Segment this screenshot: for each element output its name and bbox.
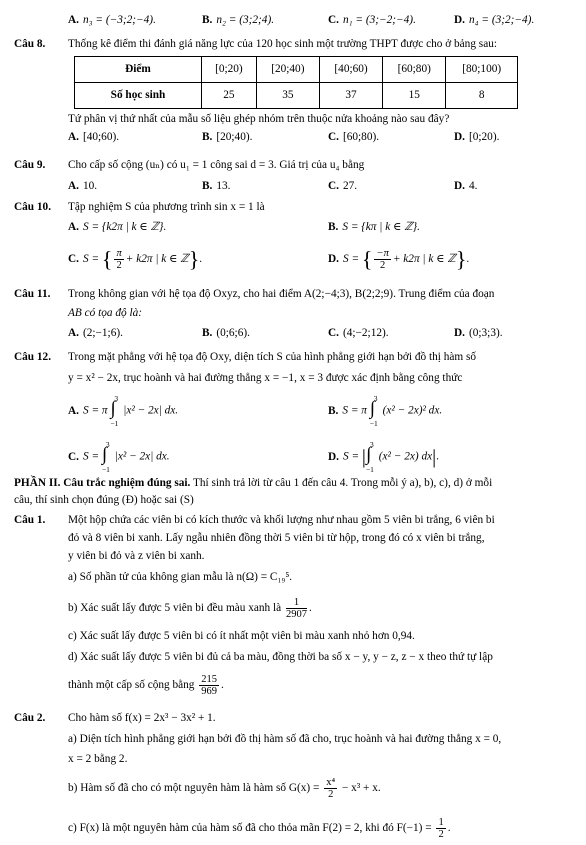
question-12-option-a: A. S = π 3 ∫ −1 |x² − 2x| dx. bbox=[68, 394, 179, 428]
table-cell: [0;20) bbox=[202, 57, 257, 83]
question-12-option-d: D. S = | 3 ∫ −1 (x² − 2x) dx|. bbox=[328, 440, 439, 474]
question-8-text: Thống kê điểm thi đánh giá năng lực của 120 học sinh một trường THPT được cho ở bảng sau: bbox=[68, 38, 497, 50]
question-8-option-a: A. [40;60). bbox=[68, 131, 120, 143]
integral-sign: 3 ∫ −1 bbox=[101, 440, 110, 474]
question-10-option-c: C. S = { $\frac{\pi}{2}$ + k2π | k ∈ ℤ}. bbox=[68, 246, 203, 272]
part2-question-1-number: Câu 1. bbox=[14, 514, 46, 526]
question-8-option-d: D. [0;20). bbox=[454, 131, 500, 143]
question-9-option-c: C. 27. bbox=[328, 180, 358, 192]
table-cell: 25 bbox=[202, 83, 257, 109]
question-10-option-a: A. S = {k2π | k ∈ ℤ}. bbox=[68, 221, 167, 233]
question-9-option-d: D. 4. bbox=[454, 180, 478, 192]
question-10-option-d: D. S = { $\frac{-\pi}{2}$ + k2π | k ∈ ℤ}. bbox=[328, 246, 470, 272]
prev-option-b: B. n₂ = (3;2;4). bbox=[202, 14, 275, 26]
statement-1a: a) Số phần tử của không gian mẫu là n(Ω) = C₁₉⁵. bbox=[68, 571, 293, 583]
part2-question-2-text: Cho hàm số f(x) = 2x³ − 3x² + 1. bbox=[68, 712, 216, 724]
table-cell: [60;80) bbox=[383, 57, 446, 83]
part-2-intro: câu, thí sinh chọn đúng (Đ) hoặc sai (S) bbox=[14, 494, 194, 506]
question-8-subtext: Tứ phân vị thứ nhất của mẫu số liệu ghép nhóm trên thuộc nửa khoảng nào sau đây? bbox=[68, 113, 450, 125]
question-11-option-b: B. (0;6;6). bbox=[202, 327, 250, 339]
statement-1c: c) Xác suất lấy được 5 viên bi có ít nhất một viên bi màu xanh nhỏ hơn 0,94. bbox=[68, 630, 415, 642]
question-11-text: Trong không gian với hệ tọa độ Oxyz, cho hai điểm A(2;−4;3), B(2;2;9). Trung điểm của đoạn bbox=[68, 288, 495, 300]
question-9-option-a: A. 10. bbox=[68, 180, 98, 192]
table-cell: 35 bbox=[256, 83, 319, 109]
integral-sign: 3 ∫ −1 bbox=[365, 440, 374, 474]
score-table bbox=[74, 56, 518, 109]
table-cell: [40;60) bbox=[319, 57, 382, 83]
question-11-option-d: D. (0;3;3). bbox=[454, 327, 503, 339]
integral-sign: 3 ∫ −1 bbox=[110, 394, 119, 428]
part2-question-1-line-1: Một hộp chứa các viên bi có kích thước và khối lượng như nhau gồm 5 viên bi trắng, 6 viên bi bbox=[68, 514, 495, 526]
part2-question-2-number: Câu 2. bbox=[14, 712, 46, 724]
table-header-cell: Số học sinh bbox=[75, 83, 202, 109]
part-2-heading: PHẦN II. Câu trắc nghiệm đúng sai. Thí sinh trả lời từ câu 1 đến câu 4. Trong mỗi ý a), b), c), d) ở mỗi bbox=[14, 477, 493, 489]
fraction: $\frac{\text{x⁴}}{2}$ bbox=[326, 777, 336, 801]
question-11-text-2: AB có tọa độ là: bbox=[68, 307, 143, 319]
question-9-text: Cho cấp số cộng (uₙ) có u₁ = 1 công sai d = 3. Giá trị của u₄ bằng bbox=[68, 159, 365, 171]
table-cell: [20;40) bbox=[256, 57, 319, 83]
table-row bbox=[75, 57, 518, 83]
table-cell: 37 bbox=[319, 83, 382, 109]
prev-option-d: D. n₄ = (3;2;−4). bbox=[454, 14, 535, 26]
statement-2b: b) Hàm số đã cho có một nguyên hàm là hàm số G(x) = $\frac{\text{x⁴}}{2}$ − x³ + x. bbox=[68, 777, 381, 801]
question-11-number: Câu 11. bbox=[14, 288, 51, 300]
question-10-option-b: B. S = {kπ | k ∈ ℤ}. bbox=[328, 221, 421, 233]
table-cell: [80;100) bbox=[446, 57, 518, 83]
question-12-text-2: y = x² − 2x, trục hoành và hai đường thẳng x = −1, x = 3 được xác định bằng công thức bbox=[68, 372, 463, 384]
question-8-option-c: C. [60;80). bbox=[328, 131, 380, 143]
question-10-number: Câu 10. bbox=[14, 201, 52, 213]
prev-option-c: C. n₁ = (3;−2;−4). bbox=[328, 14, 416, 26]
question-11-option-c: C. (4;−2;12). bbox=[328, 327, 389, 339]
statement-2a-line-2: x = 2 bằng 2. bbox=[68, 753, 128, 765]
question-10-text: Tập nghiệm S của phương trình sin x = 1 là bbox=[68, 201, 265, 213]
statement-1d-line-1: d) Xác suất lấy được 5 viên bi đủ cả ba màu, đồng thời ba số x − y, y − z, z − x theo thứ tự lập bbox=[68, 651, 493, 663]
question-12-text: Trong mặt phẳng với hệ tọa độ Oxy, diện tích S của hình phẳng giới hạn bởi đồ thị hàm số bbox=[68, 351, 477, 363]
prev-option-a: A. n₃ = (−3;2;−4). bbox=[68, 14, 156, 26]
table-header-cell: Điểm bbox=[75, 57, 202, 83]
statement-2a-line-1: a) Diện tích hình phẳng giới hạn bởi đồ thị hàm số đã cho, trục hoành và hai đường thẳng x = 0, bbox=[68, 733, 502, 745]
question-12-option-c: C. S = 3 ∫ −1 |x² − 2x| dx. bbox=[68, 440, 170, 474]
part2-question-1-line-2: đỏ và 8 viên bi xanh. Lấy ngẫu nhiên đồng thời 5 viên bi từ hộp, trong đó có x viên bi trắng, bbox=[68, 532, 485, 544]
fraction: $\frac{1}{2}$ bbox=[438, 817, 444, 841]
question-8-number: Câu 8. bbox=[14, 38, 46, 50]
statement-2c: c) F(x) là một nguyên hàm của hàm số đã cho thỏa mãn F(2) = 2, khi đó F(−1) = $\frac{1}{2}$ . bbox=[68, 817, 451, 841]
question-9-number: Câu 9. bbox=[14, 159, 46, 171]
statement-1b: b) Xác suất lấy được 5 viên bi đều màu xanh là $\frac{1}{2907}$ . bbox=[68, 597, 312, 621]
table-cell: 15 bbox=[383, 83, 446, 109]
question-12-option-b: B. S = π 3 ∫ −1 (x² − 2x)² dx. bbox=[328, 394, 443, 428]
table-cell: 8 bbox=[446, 83, 518, 109]
statement-1d-line-2: thành một cấp số cộng bằng $\frac{215}{969}$ . bbox=[68, 674, 224, 698]
integral-sign: 3 ∫ −1 bbox=[369, 394, 378, 428]
table-row bbox=[75, 83, 518, 109]
part2-question-1-line-3: y viên bi đỏ và z viên bi xanh. bbox=[68, 550, 205, 562]
fraction: $\frac{1}{2907}$ bbox=[286, 597, 308, 621]
fraction: $\frac{215}{969}$ bbox=[201, 674, 218, 698]
question-11-option-a: A. (2;−1;6). bbox=[68, 327, 123, 339]
question-8-option-b: B. [20;40). bbox=[202, 131, 253, 143]
question-12-number: Câu 12. bbox=[14, 351, 52, 363]
question-9-option-b: B. 13. bbox=[202, 180, 231, 192]
